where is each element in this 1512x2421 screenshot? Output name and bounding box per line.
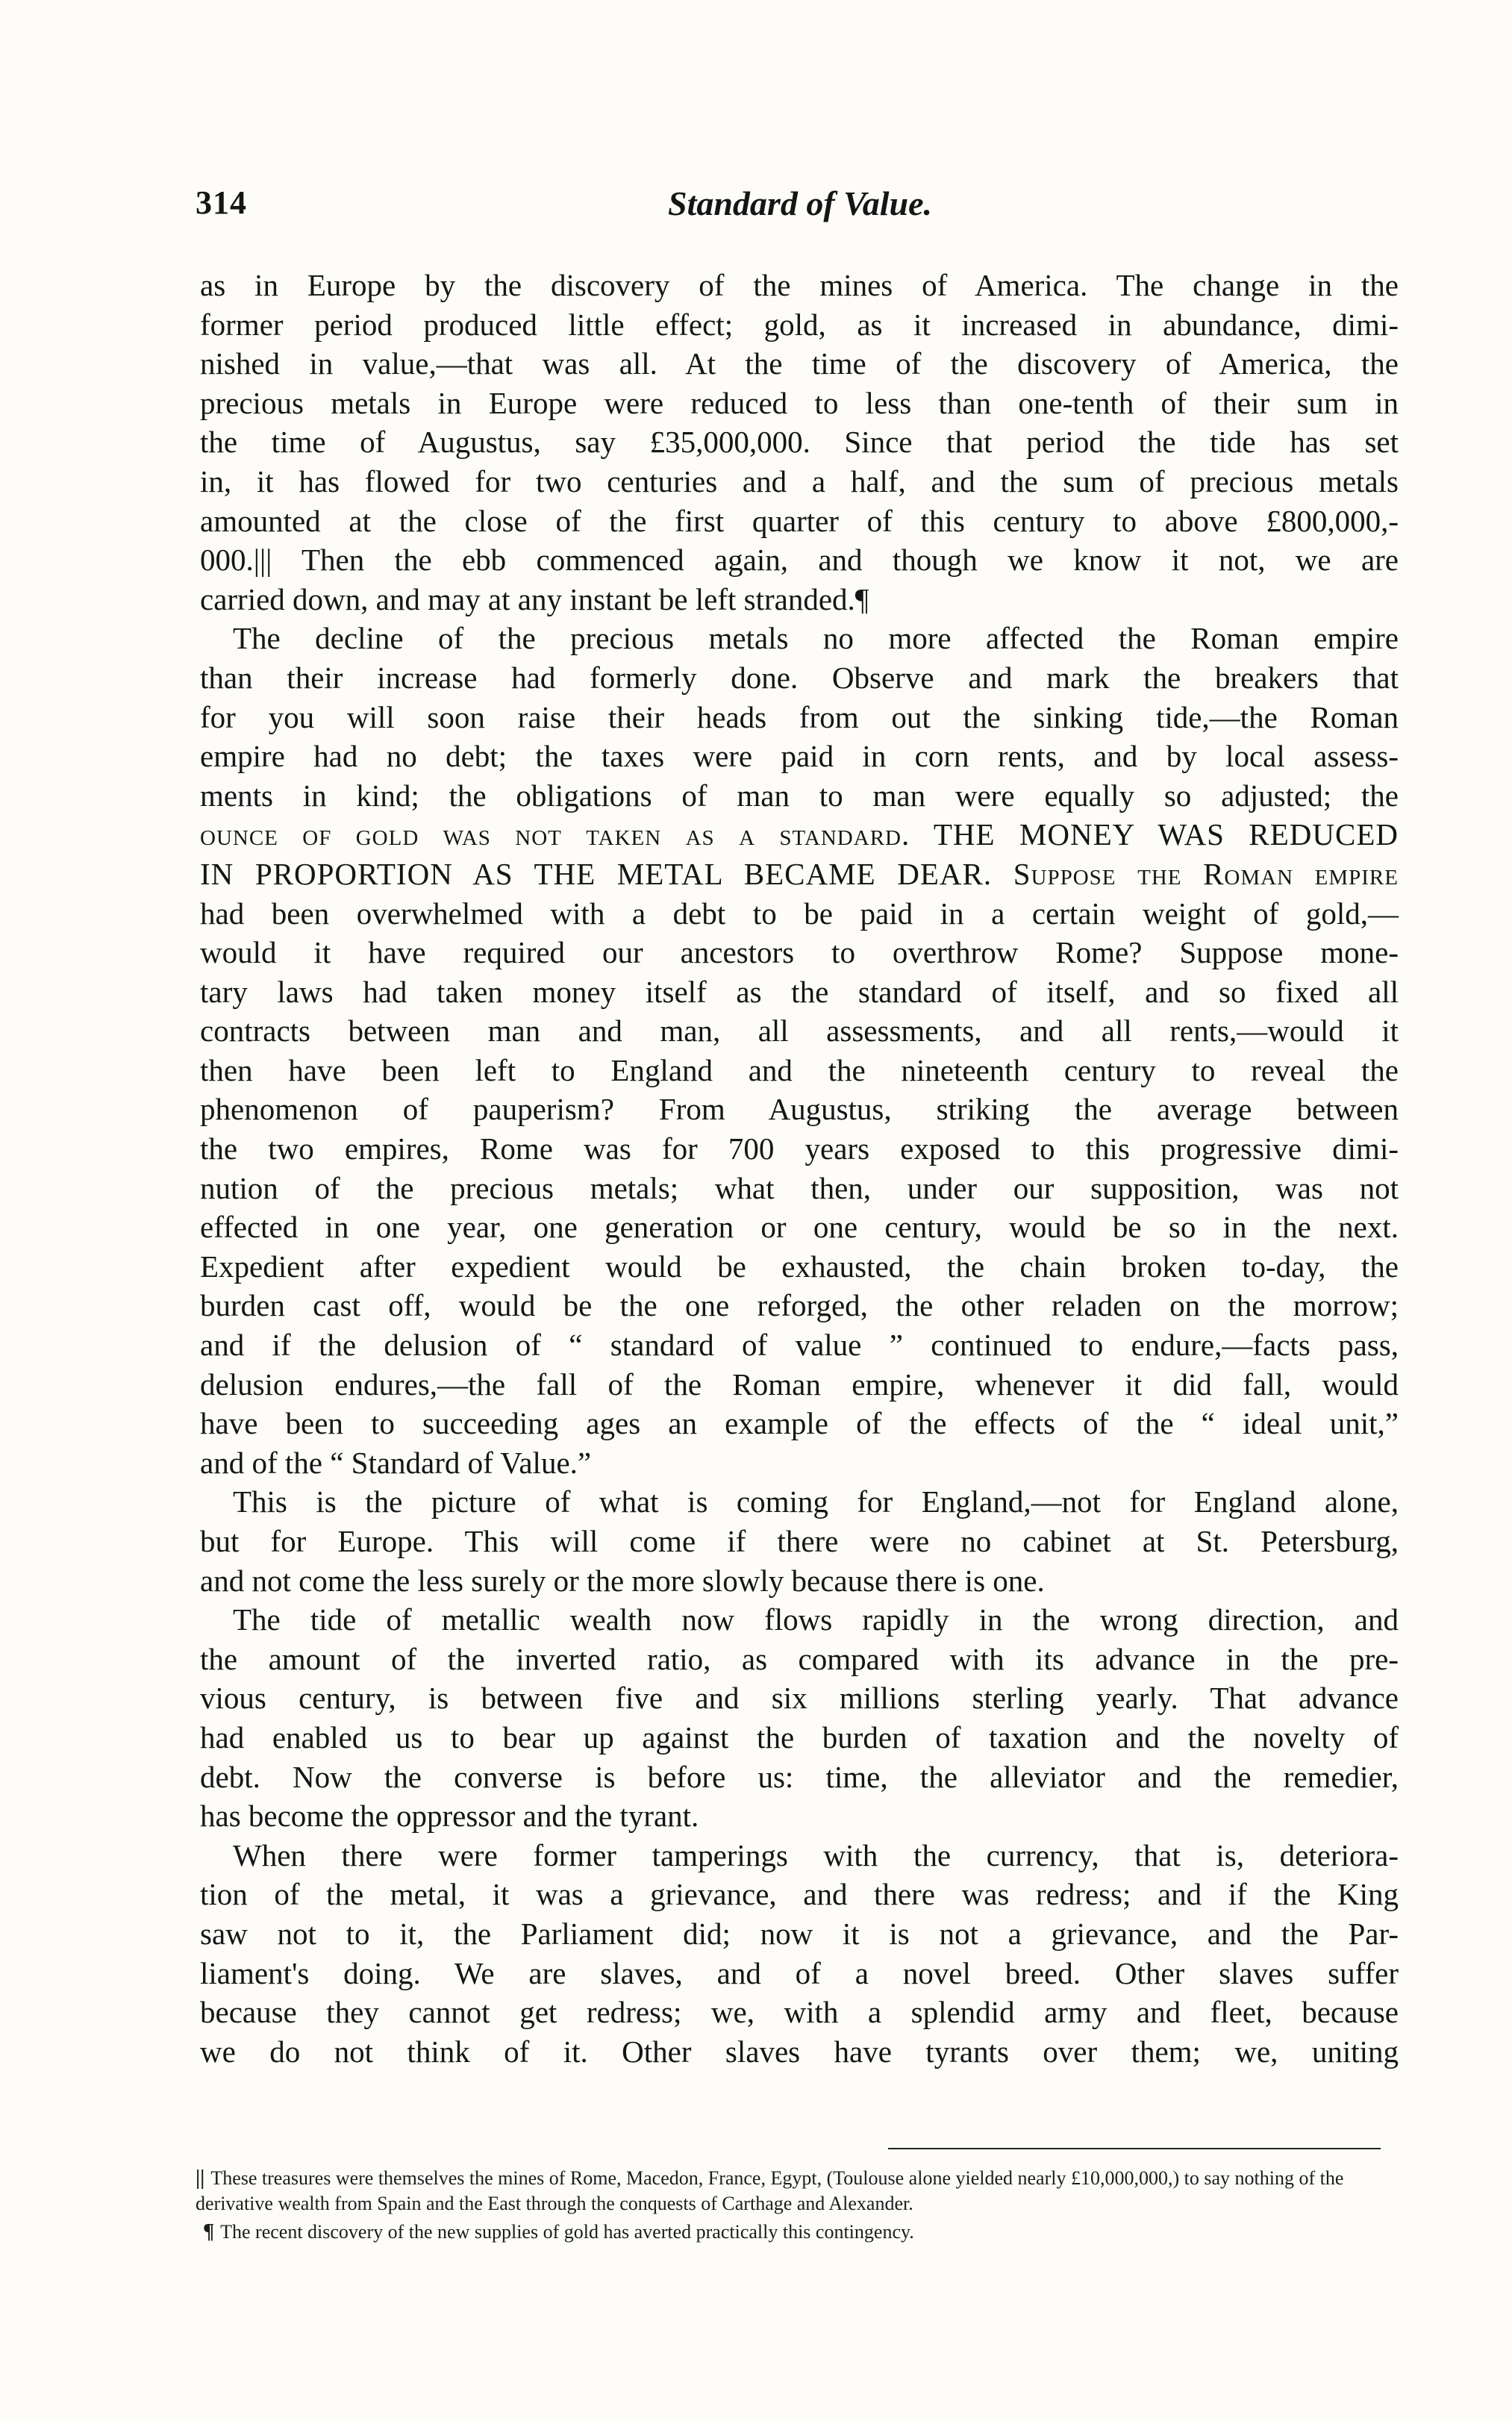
text-line: 000.||| Then the ebb commenced again, and though we know it not, we are <box>200 543 1399 578</box>
paragraph-2 <box>200 619 1399 1482</box>
text-line: and not come the less surely or the more slowly because there is one. <box>200 1563 1045 1598</box>
body-text <box>200 266 1399 2071</box>
text-line: debt. Now the converse is before us: time, the alleviator and the remedier, <box>200 1759 1399 1794</box>
footnotes <box>196 2166 1390 2248</box>
text-line: liament's doing. We are slaves, and of a novel breed. Other slaves suffer <box>200 1955 1399 1990</box>
text-line: had enabled us to bear up against the burden of taxation and the novelty of <box>200 1719 1399 1755</box>
text-line: then have been left to England and the nineteenth century to reveal the <box>200 1052 1399 1087</box>
text-line: carried down, and may at any instant be left stranded.¶ <box>200 581 869 616</box>
text-line: ments in kind; the obligations of man to man were equally so adjusted; the <box>200 778 1399 813</box>
text-line: saw not to it, the Parliament did; now it is not a grievance, and the Par- <box>200 1916 1399 1951</box>
text-line: but for Europe. This will come if there were no cabinet at St. Petersburg, <box>200 1524 1399 1558</box>
paragraph-4 <box>200 1600 1399 1836</box>
text-line: burden cast off, would be the one reforged, the other reladen on the morrow; <box>200 1288 1399 1323</box>
text-line: had been overwhelmed with a debt to be paid in a certain weight of gold,— <box>200 896 1399 931</box>
page-header <box>196 184 1405 228</box>
text-line: ounce of gold was not taken as a standard. THE MONEY WAS REDUCED <box>200 817 1399 852</box>
text-line: tary laws had taken money itself as the standard of itself, and so fixed all <box>200 974 1399 1009</box>
text-line: as in Europe by the discovery of the mines of America. The change in the <box>200 268 1399 302</box>
footnote-mark: ¶ <box>203 2220 215 2243</box>
paragraph-5 <box>200 1836 1399 2072</box>
text-line: nution of the precious metals; what then, under our supposition, was not <box>200 1170 1399 1205</box>
footnote <box>196 2166 1390 2217</box>
text-line: The decline of the precious metals no more affected the Roman empire <box>233 621 1399 656</box>
text-line: This is the picture of what is coming for England,—not for England alone, <box>233 1484 1399 1519</box>
text-line: because they cannot get redress; we, with a splendid army and fleet, because <box>200 1995 1399 2030</box>
text-line: phenomenon of pauperism? From Augustus, striking the average between <box>200 1092 1399 1127</box>
text-line: former period produced little effect; gold, as it increased in abundance, dimi- <box>200 307 1399 342</box>
paragraph-3 <box>200 1482 1399 1600</box>
text-line: and of the “ Standard of Value.” <box>200 1445 592 1480</box>
text-line: precious metals in Europe were reduced to less than one-tenth of their sum in <box>200 385 1399 420</box>
text-line: tion of the metal, it was a grievance, and there was redress; and if the King <box>200 1877 1399 1912</box>
text-line: When there were former tamperings with the currency, that is, deteriora- <box>233 1837 1399 1872</box>
text-line: nished in value,—that was all. At the time of the discovery of America, the <box>200 346 1399 381</box>
text-line: IN PROPORTION AS THE METAL BECAME DEAR. Suppose the Roman empire <box>200 856 1399 891</box>
text-line: than their increase had formerly done. Observe and mark the breakers that <box>200 660 1399 695</box>
text-line: Expedient after expedient would be exhausted, the chain broken to-day, the <box>200 1249 1399 1284</box>
footnote-rule <box>888 2148 1381 2149</box>
text-line: the two empires, Rome was for 700 years exposed to this progressive dimi- <box>200 1131 1399 1166</box>
footnote-text: The recent discovery of the new supplies of gold has averted practically this contingency. <box>220 2221 914 2243</box>
text-line: the amount of the inverted ratio, as compared with its advance in the pre- <box>200 1641 1399 1676</box>
text-line: would it have required our ancestors to overthrow Rome? Suppose mone- <box>200 935 1399 970</box>
text-line: The tide of metallic wealth now flows rapidly in the wrong direction, and <box>233 1602 1399 1637</box>
text-line: has become the oppressor and the tyrant. <box>200 1799 699 1834</box>
text-line: the time of Augustus, say £35,000,000. Since that period the tide has set <box>200 425 1399 460</box>
text-line: for you will soon raise their heads from out the sinking tide,—the Roman <box>200 699 1399 734</box>
running-title: Standard of Value. <box>667 184 933 222</box>
paragraph-1 <box>200 266 1399 619</box>
text-line: in, it has flowed for two centuries and a half, and the sum of precious metals <box>200 463 1399 499</box>
text-line: have been to succeeding ages an example of the effects of the “ ideal unit,” <box>200 1406 1399 1441</box>
footnote-text: These treasures were themselves the mines of Rome, Macedon, France, Egypt, (Toulouse alone yielded nearly £10,000,000,) to say nothing of the derivative wealth from Spain and the East through the conquests of Carthage and Alexander. <box>196 2167 1344 2214</box>
text-line: contracts between man and man, all assessments, and all rents,—would it <box>200 1013 1399 1049</box>
text-line: vious century, is between five and six millions sterling yearly. That advance <box>200 1681 1399 1716</box>
text-line: delusion endures,—the fall of the Roman empire, whenever it did fall, would <box>200 1366 1399 1402</box>
text-line: and if the delusion of “ standard of value ” continued to endure,—facts pass, <box>200 1328 1399 1363</box>
footnote <box>196 2219 1390 2245</box>
text-line: amounted at the close of the first quarter of this century to above £800,000,- <box>200 503 1399 538</box>
text-line: effected in one year, one generation or one century, would be so in the next. <box>200 1210 1399 1245</box>
text-line: empire had no debt; the taxes were paid in corn rents, and by local assess- <box>200 739 1399 774</box>
text-line: we do not think of it. Other slaves have tyrants over them; we, uniting <box>200 2034 1399 2069</box>
page-number: 314 <box>196 184 247 221</box>
footnote-mark: || <box>196 2167 205 2190</box>
